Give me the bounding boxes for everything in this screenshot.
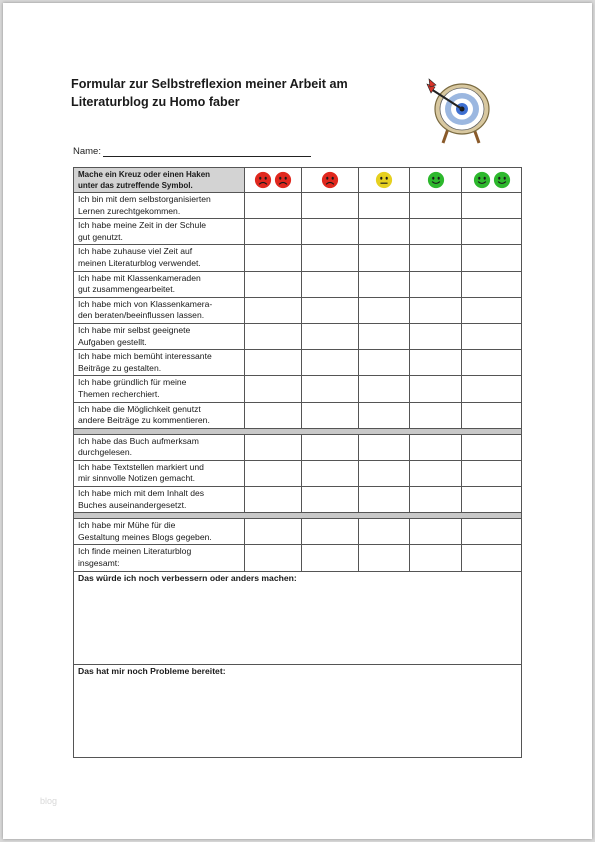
rating-checkbox-sad[interactable]	[302, 323, 359, 349]
rating-checkbox-happy[interactable]	[410, 219, 462, 245]
name-field[interactable]	[73, 146, 311, 157]
name-label: Name:	[73, 146, 101, 157]
rating-checkbox-very-sad[interactable]	[245, 193, 302, 219]
rating-checkbox-neutral[interactable]	[359, 245, 410, 271]
page-title	[71, 75, 401, 111]
very-sad-smiley-icon	[254, 171, 272, 189]
rating-checkbox-very-sad[interactable]	[245, 460, 302, 486]
rating-checkbox-happy[interactable]	[410, 402, 462, 428]
table-row	[74, 193, 522, 219]
rating-checkbox-very-happy[interactable]	[462, 376, 522, 402]
table-row	[74, 460, 522, 486]
statement-cell: Ich habe Textstellen markiert und mir sinnvolle Notizen gemacht.	[74, 460, 245, 486]
rating-header-very-sad	[245, 168, 302, 193]
rating-checkbox-very-happy[interactable]	[462, 402, 522, 428]
very-happy-smiley-icon	[493, 171, 511, 189]
rating-checkbox-neutral[interactable]	[359, 376, 410, 402]
watermark: blog	[40, 796, 58, 806]
rating-checkbox-happy[interactable]	[410, 487, 462, 513]
table-row	[74, 245, 522, 271]
rating-header-happy	[410, 168, 462, 193]
very-happy-smiley-icon	[473, 171, 491, 189]
dartboard-arrow-icon	[419, 71, 499, 145]
rating-checkbox-sad[interactable]	[302, 245, 359, 271]
rating-checkbox-sad[interactable]	[302, 545, 359, 571]
rating-checkbox-happy[interactable]	[410, 350, 462, 376]
statement-cell: Ich habe gründlich für meine Themen recherchiert.	[74, 376, 245, 402]
rating-checkbox-sad[interactable]	[302, 487, 359, 513]
table-row	[74, 219, 522, 245]
table-row	[74, 350, 522, 376]
rating-checkbox-happy[interactable]	[410, 193, 462, 219]
rating-checkbox-sad[interactable]	[302, 271, 359, 297]
rating-checkbox-neutral[interactable]	[359, 402, 410, 428]
table-row	[74, 434, 522, 460]
rating-checkbox-very-sad[interactable]	[245, 434, 302, 460]
sad-smiley-icon	[321, 171, 339, 189]
rating-checkbox-neutral[interactable]	[359, 545, 410, 571]
rating-checkbox-sad[interactable]	[302, 519, 359, 545]
statement-cell: Ich finde meinen Literaturblog insgesamt:	[74, 545, 245, 571]
improvements-box[interactable]	[74, 571, 522, 664]
statement-cell: Ich habe mich bemüht interessante Beiträge zu gestalten.	[74, 350, 245, 376]
rating-checkbox-very-happy[interactable]	[462, 350, 522, 376]
problems-label[interactable]: Das hat mir noch Probleme bereitet:	[74, 664, 522, 757]
rating-checkbox-sad[interactable]	[302, 376, 359, 402]
rating-checkbox-neutral[interactable]	[359, 487, 410, 513]
rating-checkbox-neutral[interactable]	[359, 323, 410, 349]
rating-checkbox-very-happy[interactable]	[462, 434, 522, 460]
rating-checkbox-neutral[interactable]	[359, 193, 410, 219]
rating-checkbox-very-sad[interactable]	[245, 323, 302, 349]
rating-checkbox-very-sad[interactable]	[245, 297, 302, 323]
rating-checkbox-very-happy[interactable]	[462, 219, 522, 245]
statement-cell: Ich habe zuhause viel Zeit auf meinen Literaturblog verwendet.	[74, 245, 245, 271]
table-row	[74, 519, 522, 545]
rating-checkbox-happy[interactable]	[410, 271, 462, 297]
rating-checkbox-very-happy[interactable]	[462, 245, 522, 271]
happy-smiley-icon	[427, 171, 445, 189]
statement-cell: Ich habe mich mit dem Inhalt des Buches auseinandergesetzt.	[74, 487, 245, 513]
rating-checkbox-sad[interactable]	[302, 434, 359, 460]
statement-cell: Ich habe mir selbst geeignete Aufgaben gestellt.	[74, 323, 245, 349]
statement-cell: Ich bin mit dem selbstorganisierten Lernen zurechtgekommen.	[74, 193, 245, 219]
neutral-smiley-icon	[375, 171, 393, 189]
rating-checkbox-happy[interactable]	[410, 460, 462, 486]
rating-checkbox-neutral[interactable]	[359, 219, 410, 245]
rating-checkbox-very-sad[interactable]	[245, 376, 302, 402]
statement-cell: Ich habe die Möglichkeit genutzt andere Beiträge zu kommentieren.	[74, 402, 245, 428]
rating-checkbox-very-sad[interactable]	[245, 487, 302, 513]
rating-checkbox-neutral[interactable]	[359, 460, 410, 486]
rating-checkbox-very-happy[interactable]	[462, 297, 522, 323]
rating-checkbox-neutral[interactable]	[359, 297, 410, 323]
rating-checkbox-happy[interactable]	[410, 297, 462, 323]
table-row	[74, 545, 522, 571]
rating-checkbox-happy[interactable]	[410, 376, 462, 402]
statement-cell: Ich habe meine Zeit in der Schule gut genutzt.	[74, 219, 245, 245]
rating-checkbox-sad[interactable]	[302, 219, 359, 245]
rating-checkbox-happy[interactable]	[410, 323, 462, 349]
rating-checkbox-sad[interactable]	[302, 193, 359, 219]
very-sad-smiley-icon	[274, 171, 292, 189]
rating-checkbox-sad[interactable]	[302, 402, 359, 428]
rating-checkbox-neutral[interactable]	[359, 519, 410, 545]
rating-checkbox-very-sad[interactable]	[245, 219, 302, 245]
rating-checkbox-very-happy[interactable]	[462, 519, 522, 545]
table-row	[74, 271, 522, 297]
rating-checkbox-very-sad[interactable]	[245, 519, 302, 545]
rating-checkbox-very-happy[interactable]	[462, 271, 522, 297]
statement-cell: Ich habe mir Mühe für die Gestaltung meines Blogs gegeben.	[74, 519, 245, 545]
rating-header-sad	[302, 168, 359, 193]
statement-cell: Ich habe mit Klassenkameraden gut zusammengearbeitet.	[74, 271, 245, 297]
header-instruction: Mache ein Kreuz oder einen Haken unter das zutreffende Symbol.	[74, 168, 245, 193]
rating-checkbox-very-sad[interactable]	[245, 350, 302, 376]
worksheet-page	[3, 3, 592, 839]
rating-checkbox-happy[interactable]	[410, 245, 462, 271]
rating-checkbox-sad[interactable]	[302, 460, 359, 486]
reflection-table	[73, 167, 522, 758]
rating-checkbox-very-happy[interactable]	[462, 487, 522, 513]
statement-cell: Ich habe mich von Klassenkamera- den beraten/beeinflussen lassen.	[74, 297, 245, 323]
table-row	[74, 487, 522, 513]
rating-checkbox-sad[interactable]	[302, 350, 359, 376]
improvements-label[interactable]: Das würde ich noch verbessern oder anders machen:	[74, 571, 522, 664]
table-row	[74, 297, 522, 323]
rating-header-neutral	[359, 168, 410, 193]
title-line-1: Formular zur Selbstreflexion meiner Arbeit am	[71, 77, 348, 91]
table-row	[74, 323, 522, 349]
rating-checkbox-very-happy[interactable]	[462, 193, 522, 219]
table-row	[74, 402, 522, 428]
table-header-row	[74, 168, 522, 193]
rating-checkbox-very-sad[interactable]	[245, 545, 302, 571]
rating-checkbox-happy[interactable]	[410, 545, 462, 571]
rating-checkbox-happy[interactable]	[410, 434, 462, 460]
rating-checkbox-very-sad[interactable]	[245, 402, 302, 428]
title-line-2: Literaturblog zu Homo faber	[71, 95, 240, 109]
rating-checkbox-neutral[interactable]	[359, 434, 410, 460]
rating-checkbox-neutral[interactable]	[359, 350, 410, 376]
statement-cell: Ich habe das Buch aufmerksam durchgelesen.	[74, 434, 245, 460]
rating-checkbox-very-happy[interactable]	[462, 545, 522, 571]
table-row	[74, 376, 522, 402]
rating-checkbox-happy[interactable]	[410, 519, 462, 545]
problems-box[interactable]	[74, 664, 522, 757]
rating-checkbox-very-sad[interactable]	[245, 271, 302, 297]
rating-checkbox-sad[interactable]	[302, 297, 359, 323]
name-line[interactable]	[103, 146, 311, 157]
rating-checkbox-neutral[interactable]	[359, 271, 410, 297]
rating-checkbox-very-happy[interactable]	[462, 460, 522, 486]
rating-checkbox-very-sad[interactable]	[245, 245, 302, 271]
rating-checkbox-very-happy[interactable]	[462, 323, 522, 349]
rating-header-very-happy	[462, 168, 522, 193]
